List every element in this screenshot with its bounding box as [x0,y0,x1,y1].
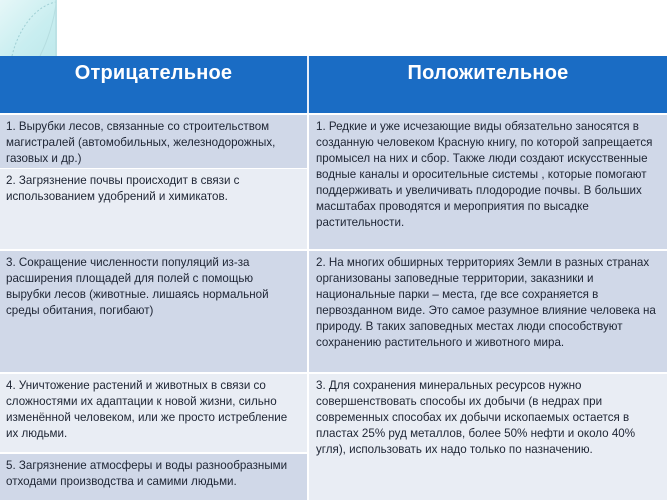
table-header-row [0,56,667,113]
negative-item-4: 4. Уничтожение растений и животных в связи со сложностями их адаптации к новой жизни, сильно изменённой человеком, или же просто истребление их людьми. [0,374,307,452]
comparison-table [0,56,667,500]
negative-item-3: 3. Сокращение численности популяций из-за расширения площадей для полей с помощью вырубки лесов (животные. лишаясь нормальной среды обитания, погибают) [0,251,307,372]
negative-item-2: 2. Загрязнение почвы происходит в связи с использованием удобрений и химикатов. [0,169,307,249]
header-positive: Положительное [407,62,569,84]
positive-item-2: 2. На многих обширных территориях Земли в разных странах организованы заповедные территории, заказники и национальные парки – места, где все сохраняется в первозданном виде. Это самое разумное влияние человека на природу. В таких заповедных местах люди способствуют сохранению растительного и животного мира. [309,251,667,372]
negative-item-1: 1. Вырубки лесов, связанные со строительством магистралей (автомобильных, железнодорожных, газовых и др.) [0,115,307,168]
positive-item-3: 3. Для сохранения минеральных ресурсов нужно совершенствовать способы их добычи (в недрах при современных способах их добычи ископаемых остается в пластах 25% руд металлов, более 50% нефти и около 40% угля), использовать их надо только по назначению. [309,374,667,500]
positive-item-1: 1. Редкие и уже исчезающие виды обязательно заносятся в созданную человеком Красную книгу, по которой запрещается промысел на них и сбор. Также люди создают искусственные водные каналы и оросительные системы , которые помогают поддерживать и увеличивать плодородие почвы. В больших масштабах проводятся и мероприятия по высадке растительности. [309,115,667,249]
negative-item-5: 5. Загрязнение атмосферы и воды разнообразными отходами производства и самими людьми. [0,454,307,500]
header-negative: Отрицательное [74,62,233,84]
decorative-corner-graphic [0,0,57,56]
